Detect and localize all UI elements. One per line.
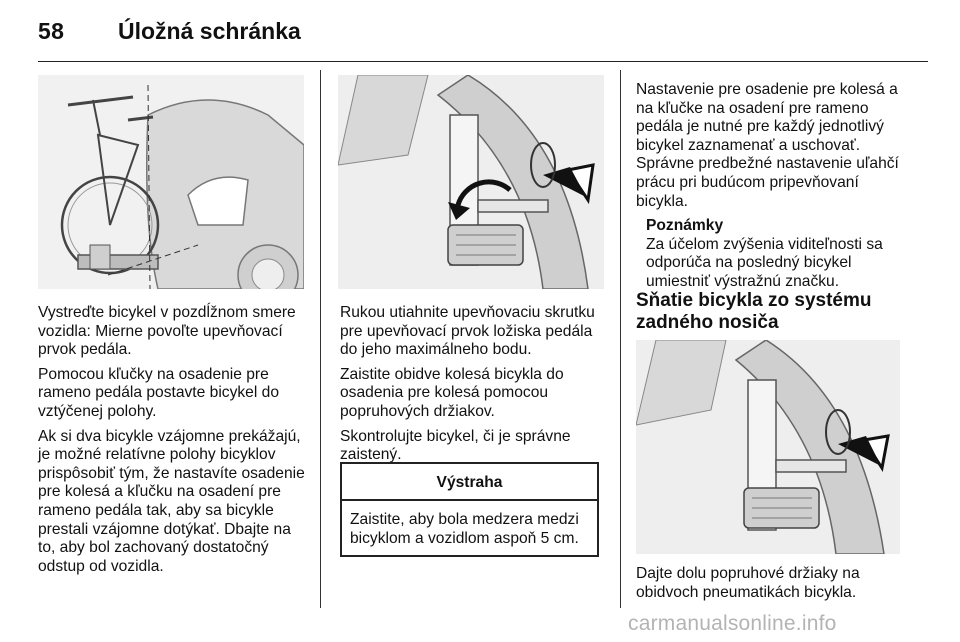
caption-text: Dajte dolu popruhové držiaky na obidvoch pneumatikách bicykla.	[636, 565, 860, 601]
column2-paragraph: Skontrolujte bicykel, či je správne zaistený.	[340, 427, 571, 464]
pedal-fastener-drawing	[338, 75, 604, 289]
bike-carrier-drawing	[38, 75, 304, 289]
column3-caption	[636, 565, 906, 608]
warning-title: Výstraha	[342, 464, 597, 501]
note-body: Za účelom zvýšenia viditeľnosti sa odporúča na posledný bicykel umiestniť výstražnú značku.	[646, 235, 883, 290]
column2-paragraph: Rukou utiahnite upevňovaciu skrutku pre upevňovací prvok ložiska pedála do jeho maximálneho bodu.	[340, 304, 595, 359]
page-title: Úložná schránka	[118, 18, 301, 44]
column2-text	[340, 304, 610, 471]
column-divider-1	[320, 70, 321, 608]
strap-removal-illustration	[636, 340, 900, 554]
column1-paragraph: Vystreďte bicykel v pozdĺžnom smere vozidla: Mierne povoľte upevňovací prvok pedála.	[38, 304, 296, 359]
watermark: carmanualsonline.info	[628, 612, 837, 635]
warning-box	[340, 462, 599, 557]
page-header	[38, 14, 928, 48]
column2-paragraph: Zaistite obidve kolesá bicykla do osadenia pre kolesá pomocou popruhových držiakov.	[340, 365, 564, 420]
column3-text	[636, 81, 906, 292]
header-divider	[38, 61, 928, 62]
note-title: Poznámky	[646, 217, 724, 235]
column-divider-2	[620, 70, 621, 608]
page-number: 58	[38, 18, 65, 44]
column1-paragraph: Ak si dva bicykle vzájomne prekážajú, je možné relatívne polohy bicyklov prispôsobiť tým, že nastavíte osadenie pre kolesá a kľučku na osadení pre rameno pedála tak, aby sa bicykle prestali vzájomne dotýkať. Dbajte na to, aby bol zachovaný dostatočný odstup od vozidla.	[38, 427, 305, 575]
column1-text	[38, 304, 310, 582]
column1-paragraph: Pomocou kľučky na osadenie pre rameno pedála postavte bicykel do vztýčenej polohy.	[38, 365, 279, 420]
section-heading: Sňatie bicykla zo systému zadného nosiča	[636, 290, 872, 333]
warning-body: Zaistite, aby bola medzera medzi bicyklom a vozidlom aspoň 5 cm.	[350, 511, 579, 547]
note-block	[646, 217, 906, 291]
pedal-fastener-illustration	[338, 75, 604, 289]
column3-intro: Nastavenie pre osadenie pre kolesá a na kľučke na osadení pre rameno pedála je nutné pre každý jednotlivý bicykel zaznamenať a uschovať. Správne predbežné nastavenie uľahčí prácu pri budúcom pripevňovaní bicykla.	[636, 81, 899, 210]
bike-carrier-illustration	[38, 75, 304, 289]
strap-removal-drawing	[636, 340, 900, 554]
